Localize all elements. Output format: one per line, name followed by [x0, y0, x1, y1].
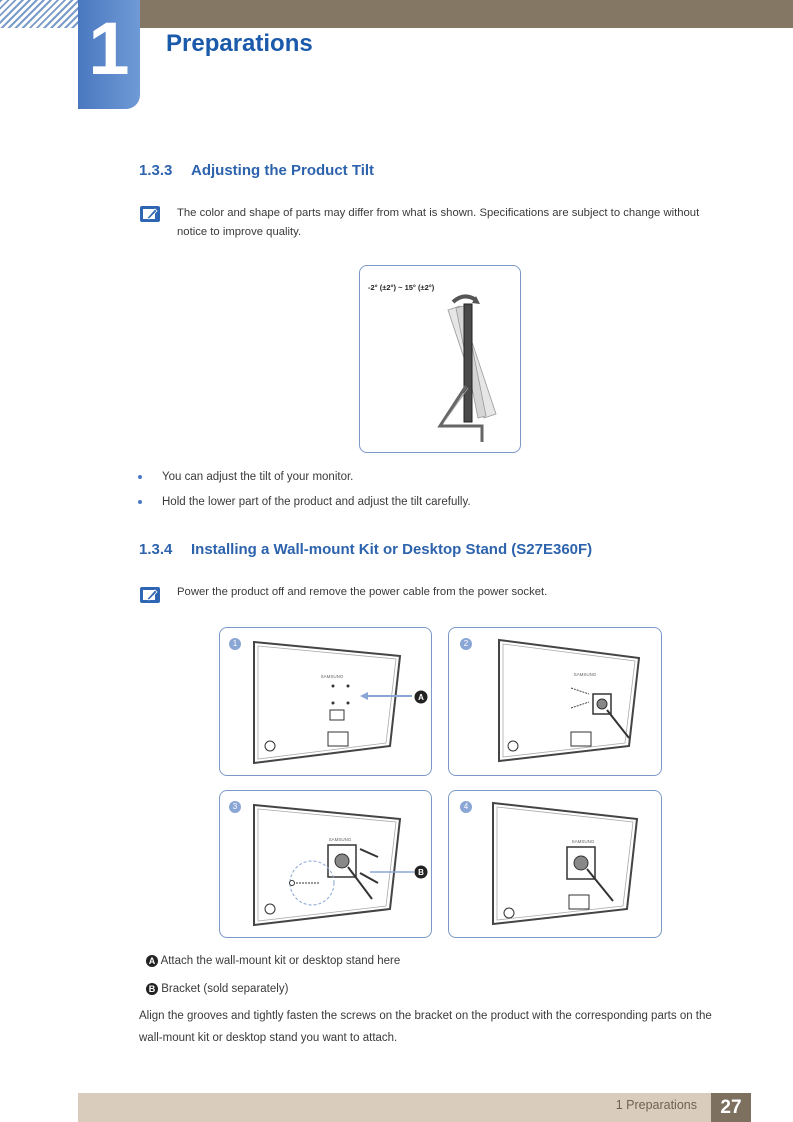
- legend-text: Attach the wall-mount kit or desktop stand here: [160, 955, 401, 967]
- section-number: 1.3.3: [139, 162, 173, 179]
- bullet-item: You can adjust the tilt of your monitor.: [138, 471, 353, 483]
- page-number: 27: [711, 1093, 751, 1122]
- section-title: Installing a Wall-mount Kit or Desktop Stand (S27E360F): [191, 541, 593, 558]
- step-figure-1: [219, 627, 432, 776]
- note-text: The color and shape of parts may differ from what is shown. Specifications are subject to change without notice to improve quality.: [177, 207, 700, 238]
- brand-label: SAMSUNG: [320, 674, 344, 679]
- step-number: 3: [229, 801, 241, 813]
- tilt-figure: [359, 265, 521, 453]
- note-text: Power the product off and remove the power cable from the power socket.: [177, 586, 548, 598]
- header-bar: [78, 0, 793, 28]
- footer-label: 1 Preparations: [615, 1098, 697, 1112]
- step-figure-4: [448, 790, 662, 938]
- pencil-note-icon: [140, 206, 160, 222]
- callout-a: A: [418, 693, 424, 702]
- legend-item-b: [146, 983, 288, 995]
- step-number: 1: [229, 638, 241, 650]
- legend-item-a: [146, 955, 400, 967]
- brand-label: SAMSUNG: [328, 837, 352, 842]
- legend-mark: B: [146, 983, 158, 995]
- section-title: Adjusting the Product Tilt: [191, 162, 375, 179]
- section-heading-tilt: [139, 162, 374, 179]
- step-number: 2: [460, 638, 472, 650]
- brand-label: SAMSUNG: [571, 839, 595, 844]
- step-figure-2: [448, 627, 662, 776]
- section-number: 1.3.4: [139, 541, 173, 558]
- section-heading-wall: [139, 541, 592, 558]
- legend-mark: A: [146, 955, 158, 967]
- bullet-item: Hold the lower part of the product and adjust the tilt carefully.: [138, 496, 471, 508]
- step-figure-3: [219, 790, 432, 938]
- callout-b: B: [418, 868, 424, 877]
- chapter-number: 1: [78, 0, 140, 109]
- legend-text: Bracket (sold separately): [161, 983, 289, 995]
- brand-label: SAMSUNG: [573, 672, 597, 677]
- header-hatch: [0, 0, 78, 28]
- step-number: 4: [460, 801, 472, 813]
- chapter-title: Preparations: [166, 30, 313, 57]
- tilt-angle-label: -2° (±2°) ~ 15° (±2°): [368, 283, 435, 292]
- pencil-note-icon: [140, 587, 160, 603]
- instruction-paragraph: Align the grooves and tightly fasten the screws on the bracket on the product with the corresponding parts on the wall-mount kit or desktop stand you want to attach.: [139, 1010, 712, 1044]
